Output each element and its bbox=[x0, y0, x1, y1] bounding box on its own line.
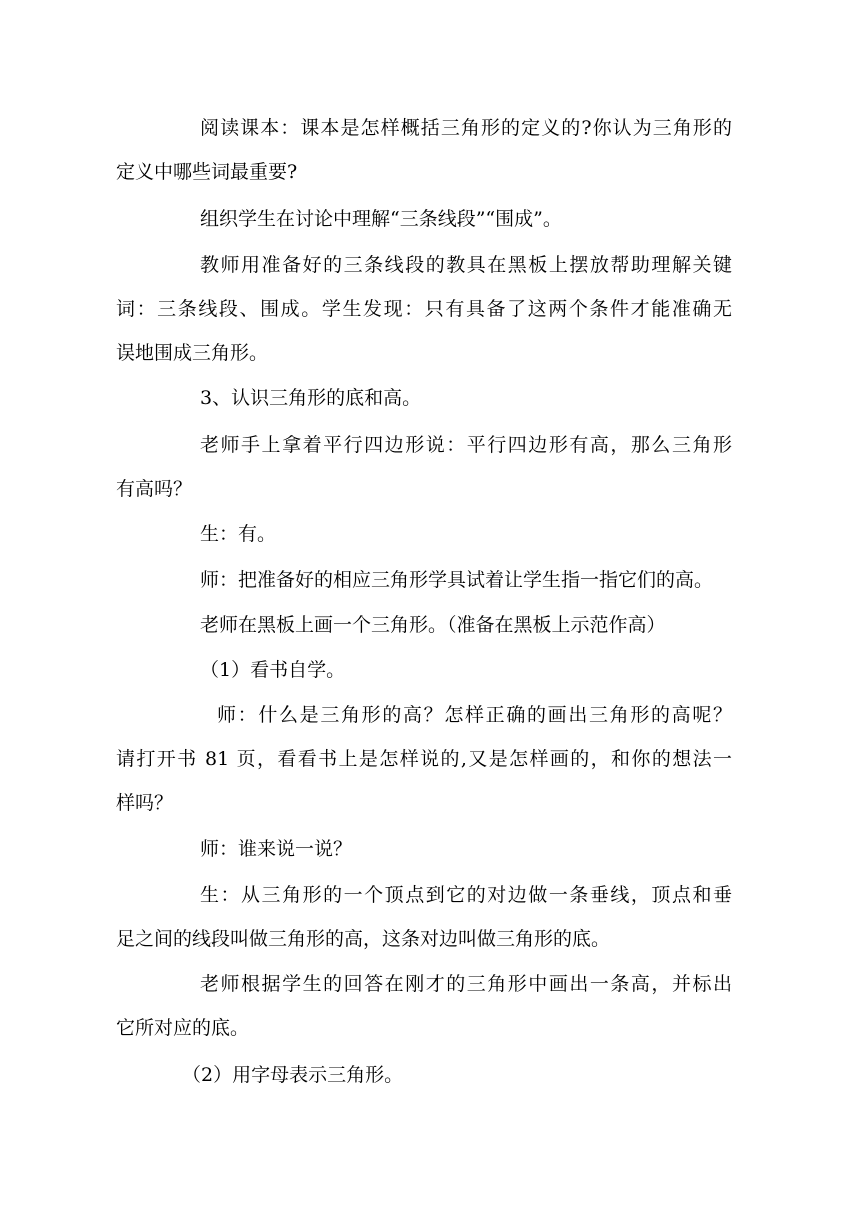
subsection-heading: （1）看书自学。 bbox=[200, 659, 346, 681]
paragraph-line: 老师手上拿着平行四边形说：平行四边形有高，那么三角形 bbox=[200, 434, 732, 456]
subsection-heading: （2）用字母表示三角形。 bbox=[182, 1064, 404, 1086]
paragraph-line: 生：从三角形的一个顶点到它的对边做一条垂线，顶点和垂 bbox=[200, 884, 732, 906]
paragraph-line: 师：什么是三角形的高？怎样正确的画出三角形的高呢？ bbox=[217, 704, 732, 726]
paragraph-line: 误地围成三角形。 bbox=[116, 342, 269, 364]
paragraph-line: 生：有。 bbox=[200, 523, 277, 545]
paragraph-line: 样吗？ bbox=[116, 792, 174, 814]
paragraph-line: 组织学生在讨论中理解“三条线段”“围成”。 bbox=[200, 208, 562, 230]
paragraph-line: 师：把准备好的相应三角形学具试着让学生指一指它们的高。 bbox=[200, 569, 714, 591]
paragraph-line: 老师在黑板上画一个三角形。（准备在黑板上示范作高） bbox=[200, 614, 666, 636]
paragraph-line: 词：三条线段、围成。学生发现：只有具备了这两个条件才能准确无 bbox=[116, 298, 732, 320]
section-heading: 3、认识三角形的底和高。 bbox=[200, 387, 422, 409]
paragraph-line: 有高吗？ bbox=[116, 478, 193, 500]
paragraph-line: 足之间的线段叫做三角形的高，这条对边叫做三角形的底。 bbox=[116, 928, 611, 950]
paragraph-line: 请打开书 81 页，看看书上是怎样说的,又是怎样画的，和你的想法一 bbox=[116, 748, 732, 770]
paragraph-line: 它所对应的底。 bbox=[116, 1017, 250, 1039]
paragraph-line: 师：谁来说一说？ bbox=[200, 838, 353, 860]
paragraph-line: 老师根据学生的回答在刚才的三角形中画出一条高，并标出 bbox=[200, 973, 732, 995]
paragraph-line: 阅读课本：课本是怎样概括三角形的定义的?你认为三角形的 bbox=[200, 117, 732, 139]
paragraph-line: 教师用准备好的三条线段的教具在黑板上摆放帮助理解关键 bbox=[200, 254, 732, 276]
paragraph-line: 定义中哪些词最重要? bbox=[116, 161, 298, 183]
